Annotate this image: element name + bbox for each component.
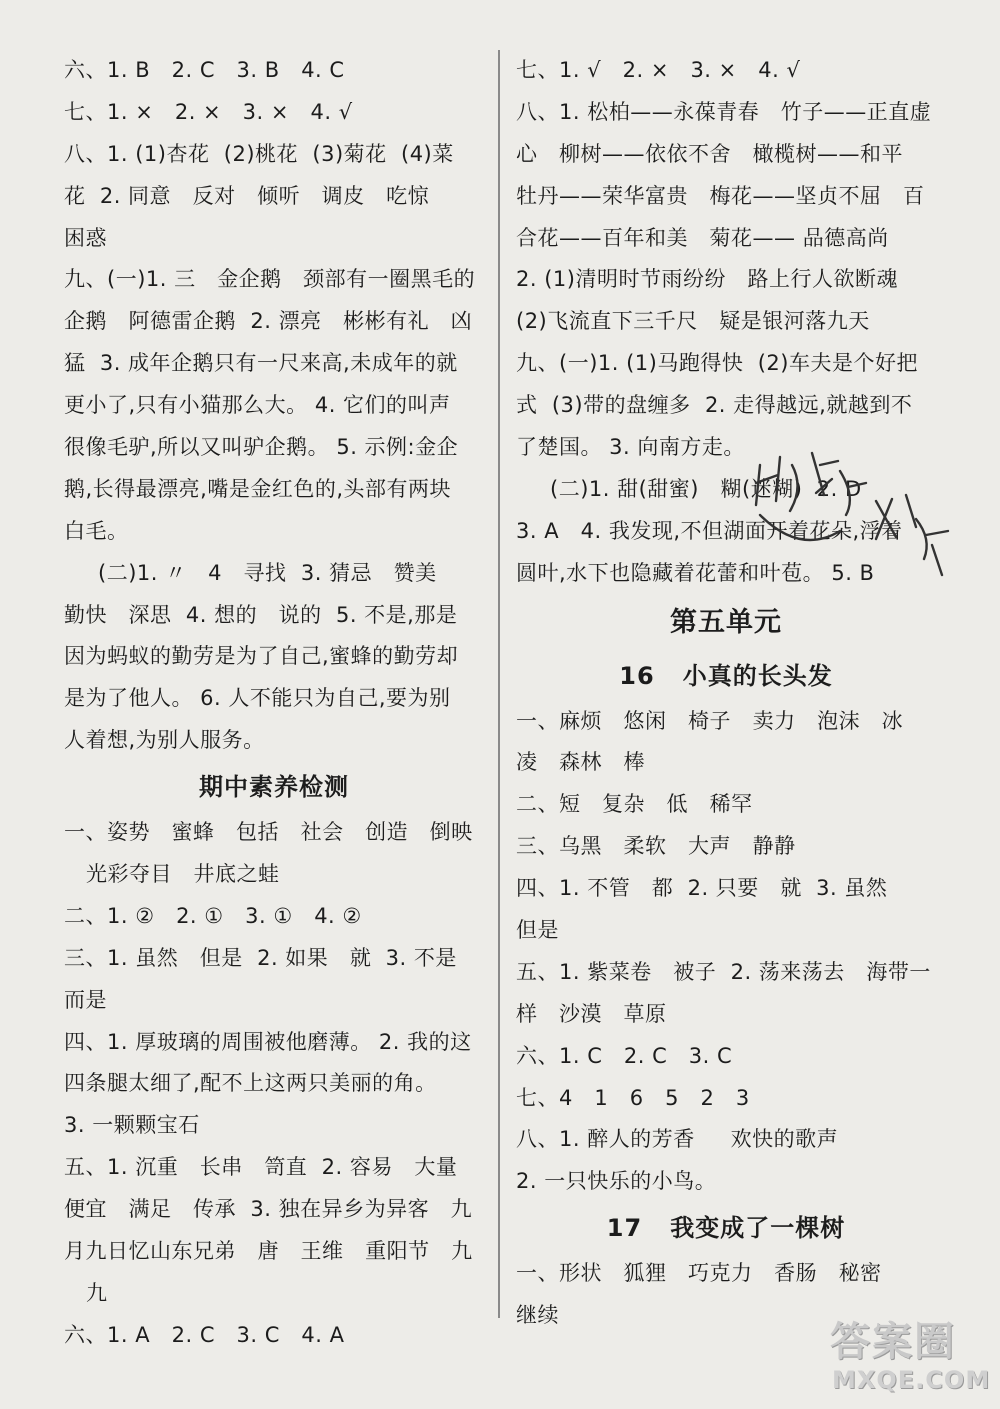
- answer-line: 六、1. C 2. C 3. C: [516, 1043, 733, 1068]
- section-heading: 期中素养检测: [199, 773, 349, 802]
- answer-line: 3. A 4. 我发现,不但湖面开着花朵,浮着: [516, 518, 903, 543]
- answer-line: 一、姿势 蜜蜂 包括 社会 创造 倒映: [64, 820, 473, 845]
- answer-line: 一、麻烦 悠闲 椅子 卖力 泡沫 冰: [516, 708, 904, 733]
- answer-line: 六、1. A 2. C 3. C 4. A: [64, 1322, 345, 1347]
- answer-line: 八、1. 醉人的芳香 欢快的歌声: [516, 1127, 839, 1152]
- answer-line: 样 沙漠 草原: [516, 1001, 667, 1026]
- watermark-logo-text: 答案圈: [830, 1319, 956, 1365]
- answer-line: 继续: [516, 1303, 559, 1328]
- section-heading: 第五单元: [670, 606, 782, 638]
- column-divider: [498, 50, 500, 1318]
- answer-line: 五、1. 紫菜卷 被子 2. 荡来荡去 海带一: [516, 959, 931, 984]
- section-heading: 17 我变成了一棵树: [606, 1214, 846, 1243]
- answer-line: 猛 3. 成年企鹅只有一尺来高,未成年的就: [64, 351, 458, 376]
- answer-line: 勤快 深思 4. 想的 说的 5. 不是,那是: [64, 602, 458, 627]
- answer-line: 因为蚂蚁的勤劳是为了自己,蜜蜂的勤劳却: [64, 644, 459, 669]
- left-column: [64, 50, 484, 1357]
- answer-line: 3. 一颗颗宝石: [64, 1113, 200, 1138]
- answer-line: (二)1. 〃 4 寻找 3. 猜忌 赞美: [98, 560, 437, 585]
- answer-line: 人着想,为别人服务。: [64, 728, 265, 753]
- answer-line: 式 (3)带的盘缠多 2. 走得越远,就越到不: [516, 393, 913, 418]
- answer-line: 花 2. 同意 反对 倾听 调皮 吃惊: [64, 183, 430, 208]
- answer-line: 五、1. 沉重 长串 笥直 2. 容易 大量: [64, 1155, 458, 1180]
- answer-line: 困惑: [64, 225, 107, 250]
- answer-line: 牡丹——荣华富贵 梅花——坚贞不屈 百: [516, 183, 925, 208]
- answer-line: 九、(一)1. 三 金企鹅 颈部有一圈黑毛的: [64, 267, 476, 292]
- answer-line: 九: [86, 1280, 108, 1305]
- answer-line: 2. (1)清明时节雨纷纷 路上行人欲断魂: [516, 267, 898, 292]
- answer-line: 八、1. 松柏——永葆青春 竹子——正直虚: [516, 99, 932, 124]
- answer-line: 三、1. 虽然 但是 2. 如果 就 3. 不是: [64, 945, 457, 970]
- answer-line: 四、1. 不管 都 2. 只要 就 3. 虽然: [516, 876, 888, 901]
- answer-line: 了楚国。 3. 向南方走。: [516, 435, 745, 460]
- answer-line: 七、1. √ 2. × 3. × 4. √: [516, 58, 801, 82]
- answer-line: 心 柳树——依依不舍 橄榄树——和平: [516, 141, 904, 166]
- right-column: [516, 50, 936, 1337]
- answer-line: 二、1. ② 2. ① 3. ① 4. ②: [64, 903, 362, 928]
- answer-line: 而是: [64, 987, 107, 1012]
- answer-line: 六、1. B 2. C 3. B 4. C: [64, 58, 345, 82]
- answer-line: 八、1. (1)杏花 (2)桃花 (3)菊花 (4)菜: [64, 141, 454, 166]
- answer-line: 光彩夺目 井底之蛙: [86, 862, 280, 887]
- answer-line: 月九日忆山东兄弟 唐 王维 重阳节 九: [64, 1239, 473, 1264]
- answer-line: 白毛。: [64, 518, 129, 543]
- answer-line: 鹅,长得最漂亮,嘴是金红色的,头部有两块: [64, 476, 452, 501]
- answer-line: (二)1. 甜(甜蜜) 糊(迷糊) 2. D: [550, 476, 862, 501]
- watermark-url: MXQE.COM: [832, 1366, 991, 1394]
- answer-line: 三、乌黑 柔软 大声 静静: [516, 834, 796, 859]
- handwritten-scribble: [720, 435, 970, 595]
- answer-line: (2)飞流直下三千尺 疑是银河落九天: [516, 309, 870, 334]
- answer-line: 凌 森林 棒: [516, 750, 646, 775]
- answer-line: 合花——百年和美 菊花—— 品德高尚: [516, 225, 889, 250]
- answer-line: 更小了,只有小猫那么大。 4. 它们的叫声: [64, 393, 451, 418]
- watermark-logo: [830, 1300, 990, 1400]
- answer-line: 七、1. × 2. × 3. × 4. √: [64, 99, 353, 124]
- section-heading: 16 小真的长头发: [619, 661, 833, 690]
- answer-line: 是为了他人。 6. 人不能只为自己,要为别: [64, 686, 451, 711]
- answer-line: 但是: [516, 918, 559, 943]
- answer-line: 七、4 1 6 5 2 3: [516, 1085, 750, 1110]
- answer-line: 一、形状 狐狸 巧克力 香肠 秘密: [516, 1261, 882, 1286]
- answer-line: 二、短 复杂 低 稀罕: [516, 792, 753, 817]
- answer-line: 便宜 满足 传承 3. 独在异乡为异客 九: [64, 1197, 473, 1222]
- answer-line: 四、1. 厚玻璃的周围被他磨薄。 2. 我的这: [64, 1029, 472, 1054]
- answer-line: 九、(一)1. (1)马跑得快 (2)车夫是个好把: [516, 351, 918, 376]
- answer-line: 四条腿太细了,配不上这两只美丽的角。: [64, 1071, 437, 1096]
- answer-line: 2. 一只快乐的小鸟。: [516, 1169, 717, 1194]
- answer-line: 很像毛驴,所以又叫驴企鹅。 5. 示例:金企: [64, 435, 459, 460]
- answer-line: 企鹅 阿德雷企鹅 2. 漂亮 彬彬有礼 凶: [64, 309, 473, 334]
- answer-line: 圆叶,水下也隐藏着花蕾和叶苞。 5. B: [516, 560, 875, 585]
